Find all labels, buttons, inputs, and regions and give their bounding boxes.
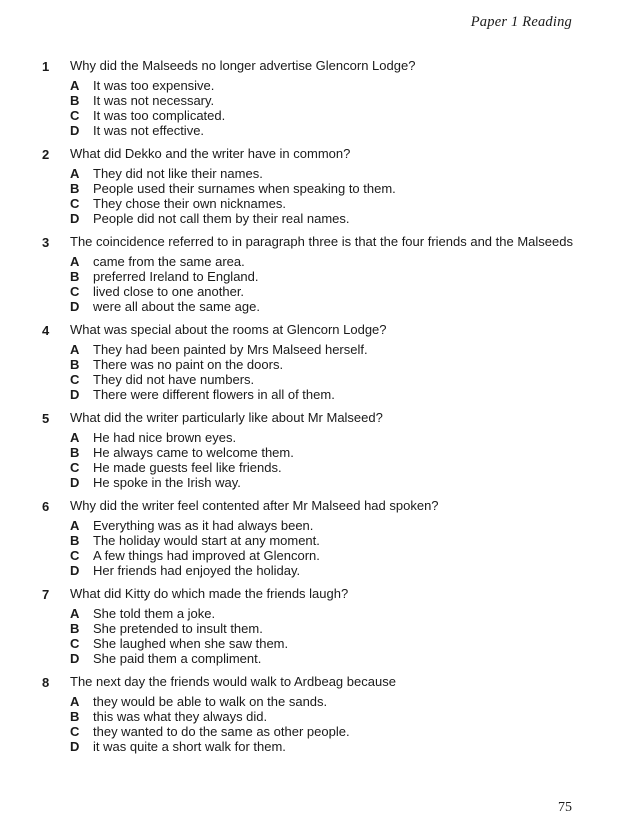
page-number: 75 [558, 800, 572, 815]
option-a [70, 78, 638, 93]
option-text: He made guests feel like friends. [93, 460, 282, 475]
option-text: They chose their own nicknames. [93, 196, 286, 211]
option-a [70, 430, 638, 445]
option-letter: B [70, 621, 80, 636]
option-list [70, 694, 638, 754]
option-letter: C [70, 372, 80, 387]
option-d [70, 211, 638, 226]
option-a [70, 694, 638, 709]
option-c [70, 284, 638, 299]
option-letter: C [70, 108, 80, 123]
option-letter: A [70, 606, 80, 621]
option-text: He spoke in the Irish way. [93, 475, 241, 490]
option-b [70, 445, 638, 460]
option-text: came from the same area. [93, 254, 245, 269]
option-c [70, 636, 638, 651]
option-text: People used their surnames when speaking to them. [93, 181, 396, 196]
question-3 [0, 234, 638, 314]
question-text: The next day the friends would walk to Ardbeag because [70, 674, 396, 689]
option-text: She pretended to insult them. [93, 621, 263, 636]
question-6 [0, 498, 638, 578]
option-text: they wanted to do the same as other people. [93, 724, 350, 739]
option-a [70, 166, 638, 181]
option-text: She laughed when she saw them. [93, 636, 289, 651]
option-list [70, 606, 638, 666]
option-text: He had nice brown eyes. [93, 430, 237, 445]
option-text: it was quite a short walk for them. [93, 739, 286, 754]
question-list [0, 58, 638, 762]
question-text: Why did the Malseeds no longer advertise Glencorn Lodge? [70, 58, 416, 73]
option-list [70, 166, 638, 226]
option-letter: C [70, 724, 80, 739]
option-d [70, 563, 638, 578]
question-number: 3 [42, 235, 50, 250]
option-d [70, 651, 638, 666]
option-letter: B [70, 181, 80, 196]
option-text: lived close to one another. [93, 284, 245, 299]
option-list [70, 430, 638, 490]
option-text: She paid them a compliment. [93, 651, 262, 666]
option-text: It was too complicated. [93, 108, 226, 123]
question-number: 1 [42, 59, 50, 74]
option-text: They had been painted by Mrs Malseed herself. [93, 342, 368, 357]
option-letter: D [70, 563, 80, 578]
option-list [70, 254, 638, 314]
option-text: It was not necessary. [93, 93, 215, 108]
option-letter: B [70, 269, 80, 284]
option-letter: C [70, 548, 80, 563]
running-header: Paper 1 Reading [470, 14, 572, 30]
question-number: 7 [42, 587, 50, 602]
option-letter: D [70, 387, 80, 402]
option-c [70, 108, 638, 123]
option-d [70, 299, 638, 314]
option-text: There was no paint on the doors. [93, 357, 284, 372]
option-letter: B [70, 93, 80, 108]
option-text: Her friends had enjoyed the holiday. [93, 563, 301, 578]
option-list [70, 78, 638, 138]
question-5 [0, 410, 638, 490]
option-b [70, 533, 638, 548]
option-letter: C [70, 636, 80, 651]
option-b [70, 181, 638, 196]
option-text: It was not effective. [93, 123, 205, 138]
question-text: What was special about the rooms at Glencorn Lodge? [70, 322, 387, 337]
option-text: A few things had improved at Glencorn. [93, 548, 320, 563]
option-letter: B [70, 533, 80, 548]
question-number: 8 [42, 675, 50, 690]
option-b [70, 709, 638, 724]
question-number: 2 [42, 147, 50, 162]
option-text: preferred Ireland to England. [93, 269, 259, 284]
option-text: It was too expensive. [93, 78, 215, 93]
question-number: 6 [42, 499, 50, 514]
option-letter: B [70, 709, 80, 724]
option-text: They did not have numbers. [93, 372, 255, 387]
question-8 [0, 674, 638, 754]
option-d [70, 739, 638, 754]
option-letter: D [70, 299, 80, 314]
option-b [70, 621, 638, 636]
option-letter: D [70, 211, 80, 226]
question-number: 5 [42, 411, 50, 426]
question-7 [0, 586, 638, 666]
option-d [70, 123, 638, 138]
option-letter: B [70, 445, 80, 460]
option-c [70, 724, 638, 739]
option-text: There were different flowers in all of them. [93, 387, 335, 402]
option-text: She told them a joke. [93, 606, 216, 621]
option-text: People did not call them by their real names. [93, 211, 350, 226]
option-c [70, 548, 638, 563]
option-list [70, 518, 638, 578]
option-letter: D [70, 123, 80, 138]
question-text: What did Dekko and the writer have in common? [70, 146, 351, 161]
question-number: 4 [42, 323, 50, 338]
option-a [70, 254, 638, 269]
option-letter: B [70, 357, 80, 372]
option-letter: C [70, 284, 80, 299]
question-text: What did Kitty do which made the friends laugh? [70, 586, 349, 601]
option-text: The holiday would start at any moment. [93, 533, 320, 548]
option-text: He always came to welcome them. [93, 445, 294, 460]
option-b [70, 93, 638, 108]
question-2 [0, 146, 638, 226]
option-b [70, 357, 638, 372]
option-letter: A [70, 342, 80, 357]
option-letter: D [70, 475, 80, 490]
option-a [70, 342, 638, 357]
option-text: were all about the same age. [93, 299, 260, 314]
option-letter: A [70, 166, 80, 181]
option-a [70, 606, 638, 621]
option-letter: A [70, 518, 80, 533]
option-text: Everything was as it had always been. [93, 518, 314, 533]
question-text: Why did the writer feel contented after Mr Malseed had spoken? [70, 498, 439, 513]
option-d [70, 475, 638, 490]
option-letter: A [70, 78, 80, 93]
option-text: they would be able to walk on the sands. [93, 694, 328, 709]
option-letter: D [70, 651, 80, 666]
question-4 [0, 322, 638, 402]
option-text: this was what they always did. [93, 709, 268, 724]
option-a [70, 518, 638, 533]
question-text: The coincidence referred to in paragraph three is that the four friends and the Malseeds [70, 234, 573, 249]
option-b [70, 269, 638, 284]
option-letter: A [70, 254, 80, 269]
question-1 [0, 58, 638, 138]
option-letter: A [70, 694, 80, 709]
option-letter: C [70, 196, 80, 211]
option-c [70, 196, 638, 211]
option-list [70, 342, 638, 402]
option-text: They did not like their names. [93, 166, 263, 181]
option-c [70, 372, 638, 387]
option-c [70, 460, 638, 475]
option-letter: D [70, 739, 80, 754]
option-d [70, 387, 638, 402]
option-letter: C [70, 460, 80, 475]
question-text: What did the writer particularly like about Mr Malseed? [70, 410, 383, 425]
option-letter: A [70, 430, 80, 445]
